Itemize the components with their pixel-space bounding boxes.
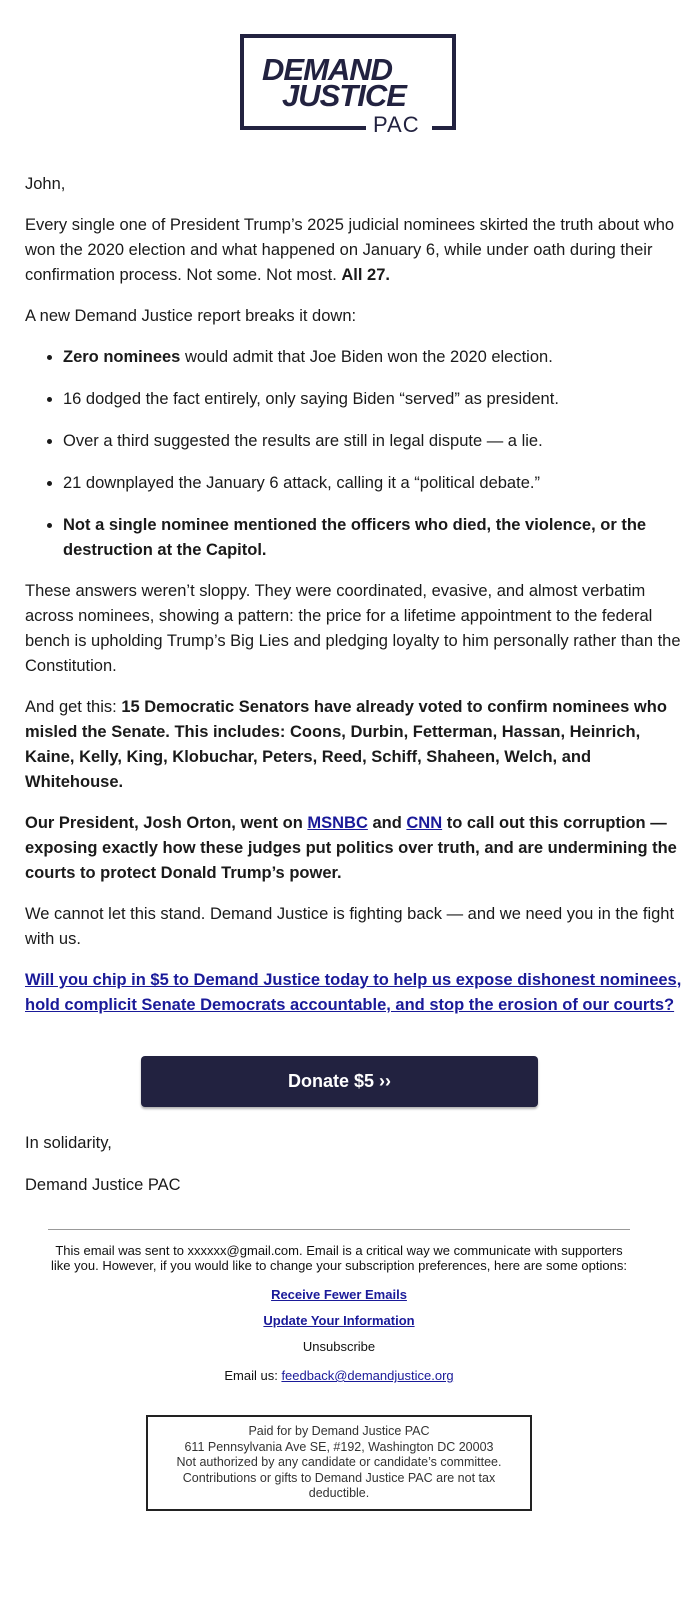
greeting: John,: [25, 175, 66, 193]
finding-item: [63, 513, 685, 563]
paid-for-disclaimer: [146, 1415, 532, 1511]
cta-paragraph: [25, 968, 685, 1018]
unsubscribe-link[interactable]: Unsubscribe: [302, 1339, 376, 1354]
senators-list: 15 Democratic Senators have already voted to confirm nominees who misled the Senate. This includes: Coons, Durbin, Fetterman, Hassan, Heinrich, Kaine, Kelly, King, Klobuchar, Peters, Reed, Schiff, Shaheen, Welch, and Whitehouse.: [25, 698, 667, 791]
donate-button[interactable]: Donate $5 ››: [141, 1056, 538, 1107]
footer-email-line: [48, 1368, 630, 1383]
finding-1-emphasis: Zero nominees: [63, 348, 181, 366]
donate-button-container: [141, 1056, 538, 1107]
paid-line: Paid for by Demand Justice PAC: [248, 1424, 430, 1438]
update-information-link[interactable]: Update Your Information: [263, 1313, 415, 1328]
paid-line: 611 Pennsylvania Ave SE, #192, Washington DC 20003: [184, 1439, 494, 1454]
finding-item: • 21 downplayed the January 6 attack, calling it a “political debate.”: [63, 471, 685, 496]
logo-word-demand: DEMAND: [262, 52, 393, 87]
logo-frame-bottom-left: [240, 126, 366, 130]
signature: Demand Justice PAC: [25, 1176, 181, 1194]
finding-item: [63, 345, 685, 370]
media-paragraph: [25, 811, 685, 886]
paid-line: Not authorized by any candidate or candidate’s committee.: [176, 1455, 502, 1469]
analysis-paragraph: These answers weren’t sloppy. They were coordinated, evasive, and almost verbatim across nominees, showing a pattern: the price for a lifetime appointment to the federal bench is upholding Trump’s Big Lies and pledging loyalty to him personally rather than the Constitution.: [25, 582, 681, 675]
report-intro: A new Demand Justice report breaks it down:: [25, 307, 357, 325]
finding-5-text: Not a single nominee mentioned the officers who died, the violence, or the destruction at the Capitol.: [63, 516, 647, 559]
call-paragraph: We cannot let this stand. Demand Justice is fighting back — and we need you in the fight with us.: [25, 905, 675, 948]
logo-word-pac: PAC: [373, 112, 420, 137]
logo-word-justice: JUSTICE: [282, 78, 406, 113]
email-body: [25, 172, 685, 1034]
signoff: In solidarity,: [25, 1134, 112, 1152]
receive-fewer-emails-link[interactable]: Receive Fewer Emails: [271, 1287, 407, 1302]
finding-1-text: would admit that Joe Biden won the 2020 election.: [180, 348, 553, 366]
intro-emphasis: All 27.: [341, 266, 390, 284]
donate-cta-link[interactable]: Will you chip in $5 to Demand Justice today to help us expose dishonest nominees, hold complicit Senate Democrats accountable, and stop the erosion of our courts?: [25, 971, 682, 1014]
report-findings-list: [25, 345, 685, 563]
intro-paragraph: [25, 213, 685, 288]
finding-item: • Over a third suggested the results are still in legal dispute — a lie.: [63, 429, 685, 454]
senators-paragraph: [25, 695, 685, 795]
finding-item: • 16 dodged the fact entirely, only saying Biden “served” as president.: [63, 387, 685, 412]
footer-intro: This email was sent to xxxxxx@gmail.com. Email is a critical way we communicate with supporters like you. However, if you would like to change your subscription preferences, here are some options:: [51, 1243, 627, 1273]
demand-justice-pac-logo[interactable]: [240, 34, 462, 137]
logo-frame-bottom-right: [432, 126, 456, 130]
email-us-label: Email us:: [224, 1368, 282, 1383]
senators-lead: And get this:: [25, 698, 122, 716]
intro-text: Every single one of President Trump’s 2025 judicial nominees skirted the truth about who won the 2020 election and what happened on January 6, while under oath during their confirmation process. Not some. Not most.: [25, 216, 675, 284]
signature-block: [25, 1131, 685, 1215]
feedback-email-link[interactable]: feedback@demandjustice.org: [281, 1368, 454, 1383]
email-footer: [48, 1243, 630, 1383]
media-text-b: and: [367, 814, 407, 832]
cnn-link[interactable]: CNN: [406, 814, 443, 832]
media-text-a: Our President, Josh Orton, went on: [25, 814, 308, 832]
footer-divider: [48, 1229, 630, 1230]
paid-line: Contributions or gifts to Demand Justice PAC are not tax deductible.: [182, 1470, 496, 1500]
msnbc-link[interactable]: MSNBC: [307, 814, 368, 832]
media-text-c: to call out this corruption — exposing exactly how these judges put politics over truth, and are undermining the courts to protect Donald Trump’s power.: [25, 814, 677, 882]
